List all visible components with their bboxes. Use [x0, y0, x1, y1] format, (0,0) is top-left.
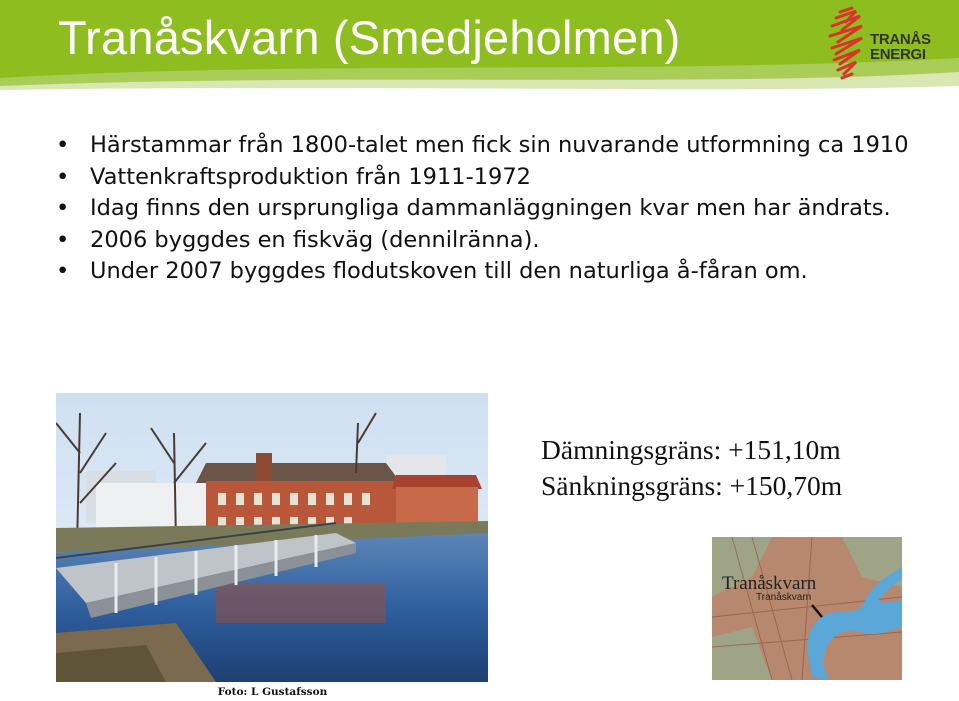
header-band: [0, 0, 959, 92]
bullet-dot: •: [56, 195, 70, 221]
bullet-item: [56, 256, 936, 288]
dam-photo-illustration: [56, 393, 488, 682]
bullet-dot: •: [56, 132, 70, 158]
bullet-item: [56, 225, 936, 257]
map-sublabel: Tranåskvarn: [756, 592, 812, 603]
bullet-text: Vattenkraftsproduktion från 1911-1972: [90, 163, 531, 190]
bullet-text: Under 2007 byggdes flodutskoven till den naturliga å-fåran om.: [90, 258, 808, 284]
tranas-energi-logo-icon: [826, 6, 868, 82]
company-logo: [826, 6, 954, 82]
bullet-item: [56, 193, 936, 225]
photo-caption: Foto: L Gustafsson: [217, 686, 328, 698]
bullet-list: [56, 130, 936, 288]
bullet-text: Härstammar från 1800-talet men fick sin nuvarande utformning ca 1910: [90, 132, 909, 158]
damning-level: Dämningsgräns: +151,10m: [541, 434, 841, 465]
bullet-text: Idag finns den ursprungliga dammanläggningen kvar men har ändrats.: [90, 195, 891, 221]
sankning-level: Sänkningsgräns: +150,70m: [541, 470, 843, 501]
map-label: Tranåskvarn: [722, 573, 817, 594]
bullet-item: [56, 162, 936, 194]
bullet-dot: •: [56, 226, 70, 253]
water-levels: [541, 432, 842, 504]
bullet-item: [56, 130, 936, 162]
bullet-dot: •: [56, 258, 70, 284]
logo-line-2: ENERGI: [870, 46, 926, 63]
map-illustration: [712, 537, 902, 680]
slide-title: Tranåskvarn (Smedjeholmen): [58, 11, 681, 64]
bullet-text: 2006 byggdes en fiskväg (dennilränna).: [90, 226, 540, 253]
bullet-dot: •: [56, 163, 70, 190]
dam-photo: [56, 393, 488, 682]
logo-line-1: TRANÅS: [870, 31, 931, 48]
location-map: [712, 537, 902, 680]
logo-wordmark: [870, 32, 931, 62]
